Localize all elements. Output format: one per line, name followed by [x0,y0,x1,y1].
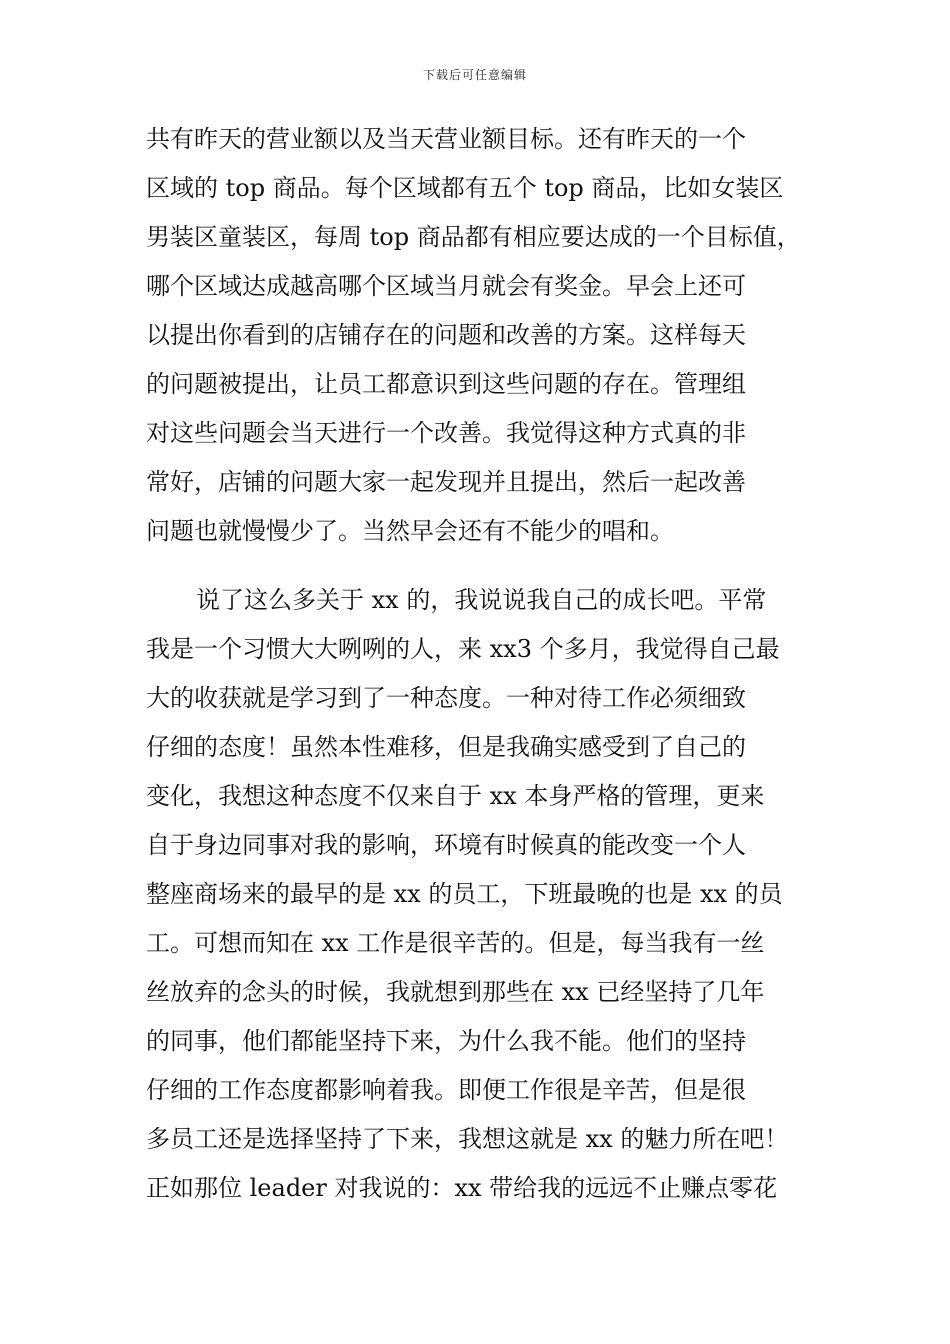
text-line: 变化，我想这种态度不仅来自于 xx 本身严格的管理，更来 [146,782,765,810]
text-line: 工。可想而知在 xx 工作是很辛苦的。但是，每当我有一丝 [146,929,765,957]
text-line: 仔细的工作态度都影响着我。即便工作很是辛苦，但是很 [146,1076,746,1104]
text-line: 多员工还是选择坚持了下来，我想这就是 xx 的魅力所在吧！ [146,1125,789,1153]
text-line: 区域的 top 商品。每个区域都有五个 top 商品，比如女装区 [146,174,784,202]
text-line: 仔细的态度！虽然本性难移，但是我确实感受到了自己的 [146,733,746,761]
text-line: 常好，店铺的问题大家一起发现并且提出，然后一起改善 [146,468,746,496]
text-line: 正如那位 leader 对我说的：xx 带给我的远远不止赚点零花 [146,1174,778,1202]
text-line: 哪个区域达成越高哪个区域当月就会有奖金。早会上还可 [146,272,746,300]
text-line: 大的收获就是学习到了一种态度。一种对待工作必须细致 [146,684,746,712]
page-header: 下载后可任意编辑 [422,68,527,82]
text-line: 共有昨天的营业额以及当天营业额目标。还有昨天的一个 [146,125,746,153]
text-line: 的同事，他们都能坚持下来，为什么我不能。他们的坚持 [146,1027,746,1055]
paragraph-first-line: 说了这么多关于 xx 的，我说说我自己的成长吧。平常 [196,586,767,614]
text-line: 的问题被提出，让员工都意识到这些问题的存在。管理组 [146,370,746,398]
text-line: 对这些问题会当天进行一个改善。我觉得这种方式真的非 [146,419,746,447]
text-line: 整座商场来的最早的是 xx 的员工，下班最晚的也是 xx 的员 [146,880,783,908]
text-line: 自于身边同事对我的影响，环境有时候真的能改变一个人 [146,831,746,859]
text-line: 问题也就慢慢少了。当然早会还有不能少的唱和。 [146,517,674,545]
text-line: 男装区童装区，每周 top 商品都有相应要达成的一个目标值， [146,223,801,251]
text-line: 我是一个习惯大大咧咧的人，来 xx3 个多月，我觉得自己最 [146,635,780,663]
text-line: 丝放弃的念头的时候，我就想到那些在 xx 已经坚持了几年 [146,978,765,1006]
text-line: 以提出你看到的店铺存在的问题和改善的方案。这样每天 [146,321,746,349]
